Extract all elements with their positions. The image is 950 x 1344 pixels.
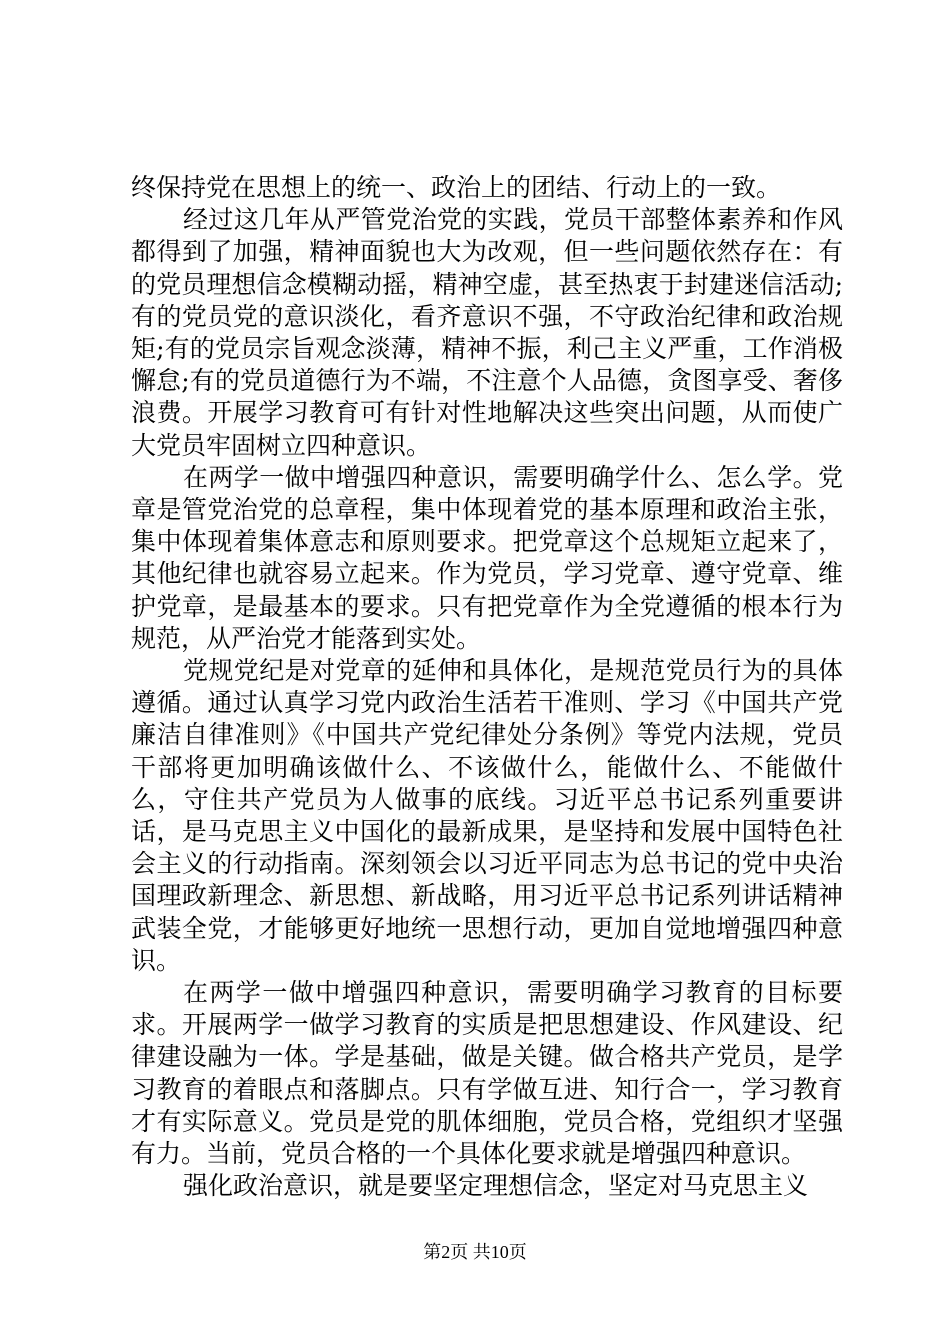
document-body	[131, 172, 843, 1203]
paragraph-3: 在两学一做中增强四种意识，需要明确学什么、怎么学。党章是管党治党的总章程，集中体现着党的基本原理和政治主张，集中体现着集体意志和原则要求。把党章这个总规矩立起来了，其他纪律也就容易立起来。作为党员，学习党章、遵守党章、维护党章，是最基本的要求。只有把党章作为全党遵循的根本行为规范，从严治党才能落到实处。	[131, 462, 843, 653]
paragraph-1: 终保持党在思想上的统一、政治上的团结、行动上的一致。	[131, 173, 782, 202]
paragraph-6: 强化政治意识，就是要坚定理想信念，坚定对马克思主义	[183, 1171, 809, 1201]
paragraph-4: 党规党纪是对党章的延伸和具体化，是规范党员行为的具体遵循。通过认真学习党内政治生活若干准则、学习《中国共产党廉洁自律准则》《中国共产党纪律处分条例》等党内法规，党员干部将更加明确该做什么、不该做什么，能做什么、不能做什么，守住共产党员为人做事的底线。习近平总书记系列重要讲话，是马克思主义中国化的最新成果，是坚持和发展中国特色社会主义的行动指南。深刻领会以习近平同志为总书记的党中央治国理政新理念、新思想、新战略，用习近平总书记系列讲话精神武装全党，才能够更好地统一思想行动，更加自觉地增强四种意识。	[131, 656, 843, 975]
page-footer: 第2页 共10页	[423, 1242, 527, 1262]
paragraph-5: 在两学一做中增强四种意识，需要明确学习教育的目标要求。开展两学一做学习教育的实质是把思想建设、作风建设、纪律建设融为一体。学是基础，做是关键。做合格共产党员，是学习教育的着眼点和落脚点。只有学做互进、知行合一，学习教育才有实际意义。党员是党的肌体细胞，党员合格，党组织才坚强有力。当前，党员合格的一个具体化要求就是增强四种意识。	[131, 978, 843, 1169]
paragraph-2: 经过这几年从严管党治党的实践，党员干部整体素养和作风都得到了加强，精神面貌也大为改观，但一些问题依然存在：有的党员理想信念模糊动摇，精神空虚，甚至热衷于封建迷信活动;有的党员党的意识淡化，看齐意识不强，不守政治纪律和政治规矩;有的党员宗旨观念淡薄，精神不振，利己主义严重，工作消极懈怠;有的党员道德行为不端，不注意个人品德，贪图享受、奢侈浪费。开展学习教育可有针对性地解决这些突出问题，从而使广大党员牢固树立四种意识。	[131, 205, 843, 460]
